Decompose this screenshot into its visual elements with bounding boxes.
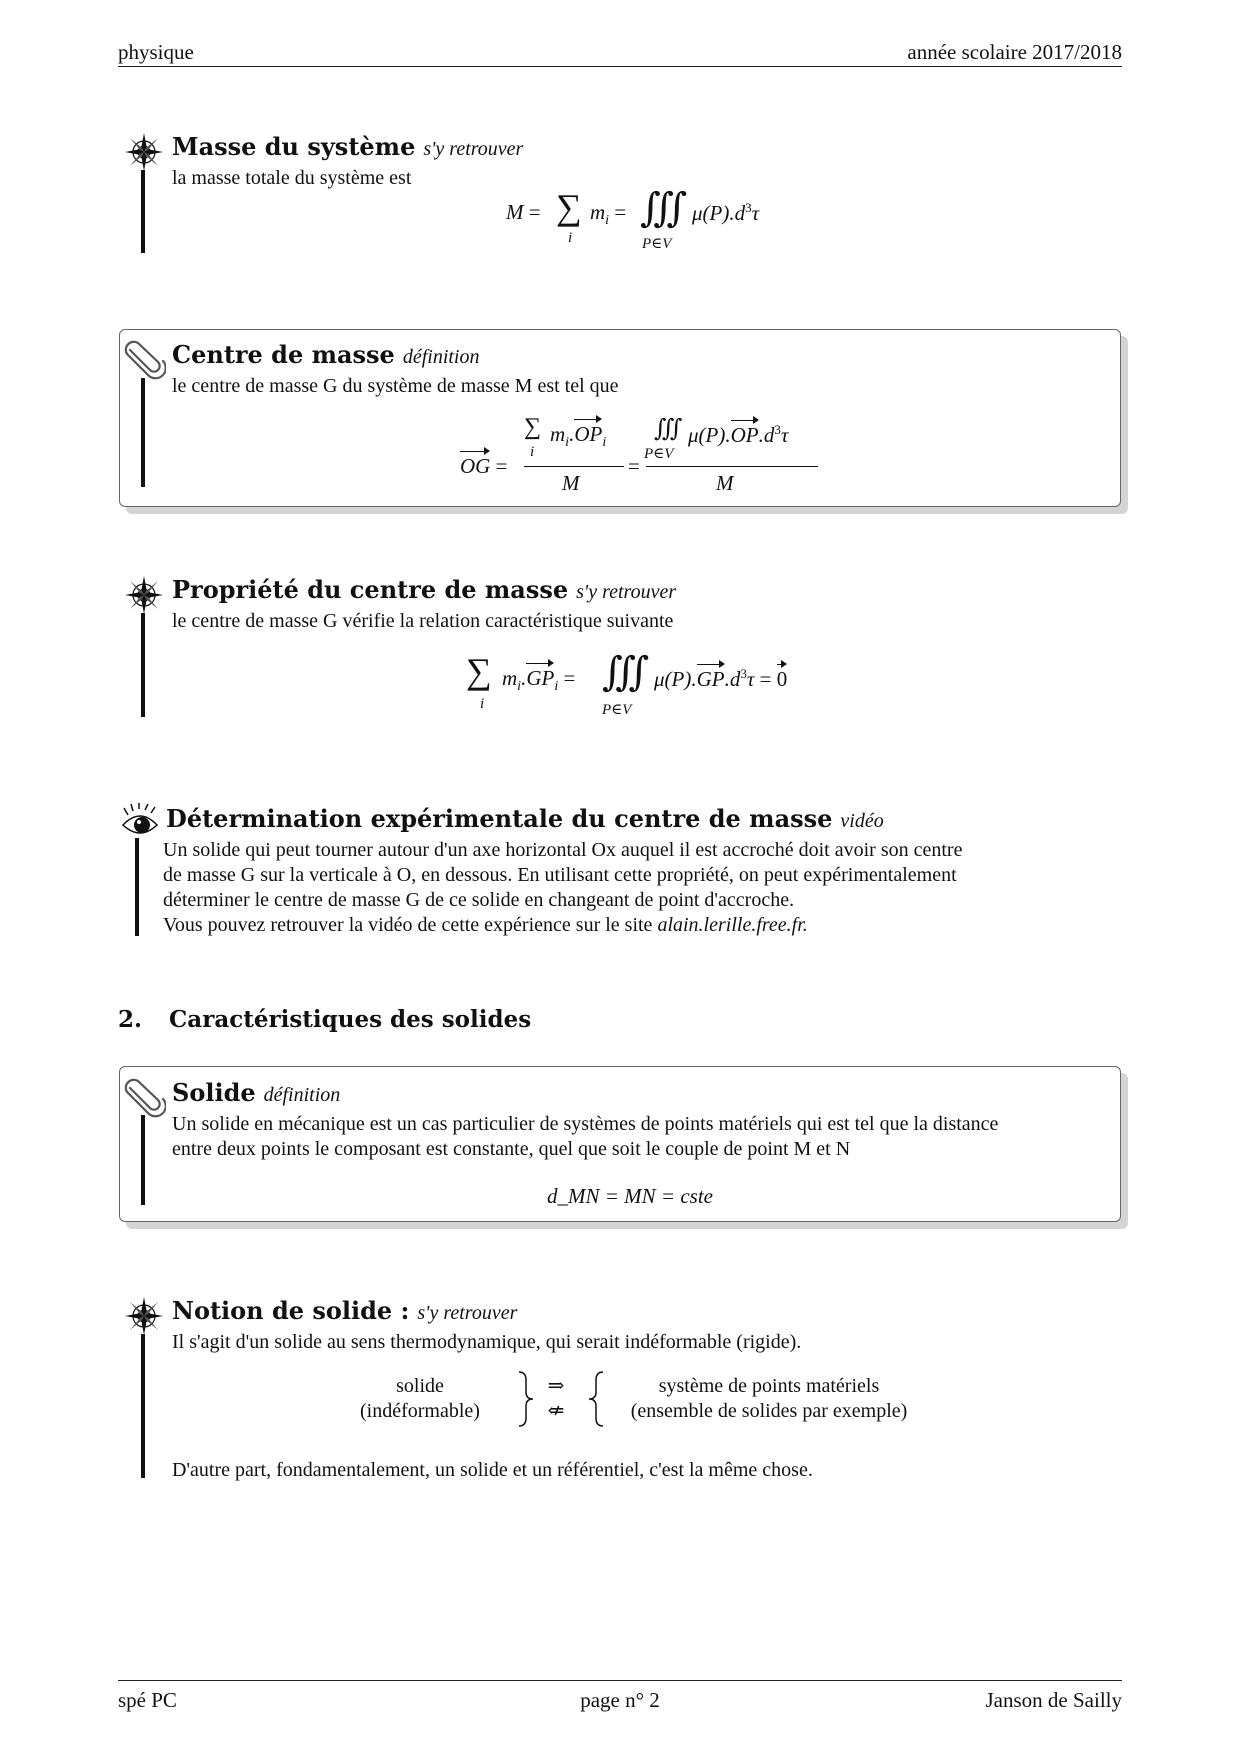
block-text: la masse totale du système est bbox=[172, 167, 412, 189]
notion-left-column: solide (indéformable) bbox=[360, 1375, 480, 1422]
block-bar bbox=[141, 1334, 145, 1478]
section-number: 2. bbox=[118, 1006, 143, 1033]
block-paragraph bbox=[172, 1112, 1112, 1162]
block-text: Il s'agit d'un solide au sens thermodynamique, qui serait indéformable (rigide). bbox=[172, 1331, 802, 1353]
block-title: Notion de solide : s'y retrouver bbox=[172, 1296, 518, 1325]
paragraph-line: Vous pouvez retrouver la vidéo de cette expérience sur le site alain.lerille.free.fr. bbox=[163, 914, 808, 936]
paperclip-icon bbox=[124, 1078, 166, 1122]
section-title: Caractéristiques des solides bbox=[169, 1006, 532, 1033]
block-bar bbox=[141, 1115, 145, 1205]
video-link[interactable]: alain.lerille.free.fr. bbox=[657, 914, 808, 936]
footer-rule bbox=[118, 1680, 1122, 1681]
block-conclusion: D'autre part, fondamentalement, un solide et un référentiel, c'est la même chose. bbox=[172, 1459, 813, 1481]
paragraph-line: de masse G sur la verticale à O, en dessous. En utilisant cette propriété, on peut expérimentalement bbox=[163, 864, 957, 886]
footer-right: Janson de Sailly bbox=[985, 1688, 1122, 1712]
block-bar bbox=[141, 613, 145, 717]
block-title: Détermination expérimentale du centre de masse vidéo bbox=[166, 804, 884, 833]
header-left: physique bbox=[118, 40, 194, 64]
eye-icon bbox=[120, 803, 160, 847]
implication-symbols: ⇒ ⇍ bbox=[547, 1375, 565, 1422]
block-title: Masse du système s'y retrouver bbox=[172, 132, 524, 161]
notion-right-column: système de points matériels (ensemble de solides par exemple) bbox=[630, 1375, 908, 1422]
block-paragraph bbox=[163, 838, 1119, 938]
mass-formula: M = ∑ i $m_i$ = ∭ P∈V $\mu(P).d^3\tau$ bbox=[506, 185, 760, 252]
paperclip-icon bbox=[124, 340, 166, 384]
header-right: année scolaire 2017/2018 bbox=[907, 40, 1122, 64]
paragraph-line: Un solide en mécanique est un cas particulier de systèmes de points matériels qui est tel que la distance bbox=[172, 1113, 999, 1135]
block-title: Centre de masse définition bbox=[172, 340, 480, 369]
footer-left: spé PC bbox=[118, 1688, 177, 1712]
center-of-mass-formula: OG = ∑ i $m_i.OP_i$ M = ∭ P∈V $\mu(P).OP.d^3\tau$ M bbox=[460, 416, 820, 496]
block-bar bbox=[135, 838, 139, 936]
left-brace-icon bbox=[586, 1370, 606, 1432]
block-text: le centre de masse G du système de masse M est tel que bbox=[172, 375, 619, 397]
paragraph-line: entre deux points le composant est constante, quel que soit le couple de point M et N bbox=[172, 1138, 851, 1160]
block-title: Propriété du centre de masse s'y retrouver bbox=[172, 575, 677, 604]
right-brace-icon bbox=[516, 1370, 536, 1432]
block-text: le centre de masse G vérifie la relation caractéristique suivante bbox=[172, 610, 674, 632]
block-bar bbox=[141, 170, 145, 253]
page-number: page n° 2 bbox=[580, 1688, 660, 1712]
block-bar bbox=[141, 378, 145, 487]
header-rule bbox=[118, 66, 1122, 67]
property-formula: ∑ i $m_i.GP_i$ = ∭ P∈V $\mu(P).GP.d^3\tau = 0$ bbox=[466, 649, 788, 718]
block-title: Solide définition bbox=[172, 1078, 341, 1107]
paragraph-line: déterminer le centre de masse G de ce solide en changeant de point d'accroche. bbox=[163, 889, 795, 911]
paragraph-line: Un solide qui peut tourner autour d'un axe horizontal Ox auquel il est accroché doit avoir son centre bbox=[163, 839, 963, 861]
solid-formula: d_MN = MN = cste bbox=[547, 1184, 713, 1208]
